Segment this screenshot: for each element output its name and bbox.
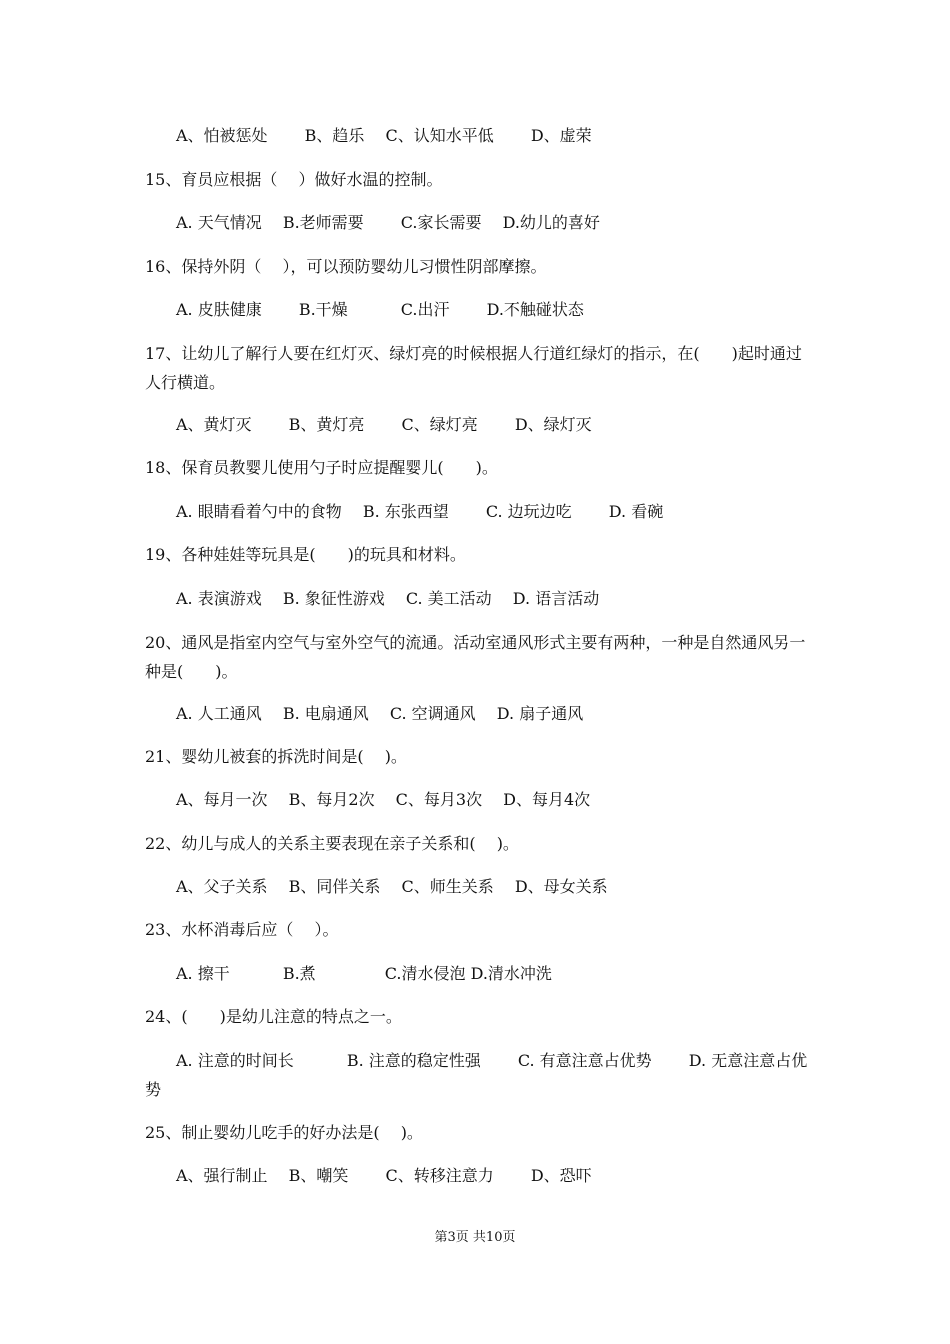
option-line-20: A. 人工通风 B. 电扇通风 C. 空调通风 D. 扇子通风 bbox=[176, 704, 584, 723]
question-18: 18、保育员教婴儿使用勺子时应提醒婴儿( )。 bbox=[145, 458, 498, 477]
option-line-24: A. 注意的时间长 B. 注意的稳定性强 C. 有意注意占优势 D. 无意注意占优势 bbox=[145, 1051, 808, 1099]
question-17: 17、让幼儿了解行人要在红灯灭、绿灯亮的时候根据人行道红绿灯的指示，在( )起时通过人行横道。 bbox=[145, 344, 802, 392]
option-line-15: A. 天气情况 B.老师需要 C.家长需要 D.幼儿的喜好 bbox=[176, 213, 600, 232]
question-22: 22、幼儿与成人的关系主要表现在亲子关系和( )。 bbox=[145, 834, 519, 853]
question-19: 19、各种娃娃等玩具是( )的玩具和材料。 bbox=[145, 545, 466, 564]
question-21: 21、婴幼儿被套的拆洗时间是( )。 bbox=[145, 747, 407, 766]
question-23: 23、水杯消毒后应（ ）。 bbox=[145, 920, 339, 939]
option-line-14: A、怕被惩处 B、趋乐 C、认知水平低 D、虚荣 bbox=[176, 126, 592, 145]
option-line-21: A、每月一次 B、每月2次 C、每月3次 D、每月4次 bbox=[176, 790, 591, 809]
question-20: 20、通风是指室内空气与室外空气的流通。活动室通风形式主要有两种，一种是自然通风另一种是( )。 bbox=[145, 633, 806, 681]
option-line-25: A、强行制止 B、嘲笑 C、转移注意力 D、恐吓 bbox=[176, 1166, 592, 1185]
question-24: 24、( )是幼儿注意的特点之一。 bbox=[145, 1007, 402, 1026]
option-line-23: A. 擦干 B.煮 C.清水侵泡 D.清水冲洗 bbox=[176, 964, 552, 983]
option-line-17: A、黄灯灭 B、黄灯亮 C、绿灯亮 D、绿灯灭 bbox=[176, 415, 592, 434]
option-line-16: A. 皮肤健康 B.干燥 C.出汗 D.不触碰状态 bbox=[176, 300, 584, 319]
question-15: 15、育员应根据（ ）做好水温的控制。 bbox=[145, 170, 443, 189]
option-line-18: A. 眼睛看着勺中的食物 B. 东张西望 C. 边玩边吃 D. 看碗 bbox=[176, 502, 664, 521]
option-line-22: A、父子关系 B、同伴关系 C、师生关系 D、母女关系 bbox=[176, 877, 608, 896]
question-25: 25、制止婴幼儿吃手的好办法是( )。 bbox=[145, 1123, 423, 1142]
page-number-footer: 第3页 共10页 bbox=[434, 1230, 516, 1245]
question-16: 16、保持外阴（ ），可以预防婴幼儿习惯性阴部摩擦。 bbox=[145, 257, 547, 276]
option-line-19: A. 表演游戏 B. 象征性游戏 C. 美工活动 D. 语言活动 bbox=[176, 589, 600, 608]
